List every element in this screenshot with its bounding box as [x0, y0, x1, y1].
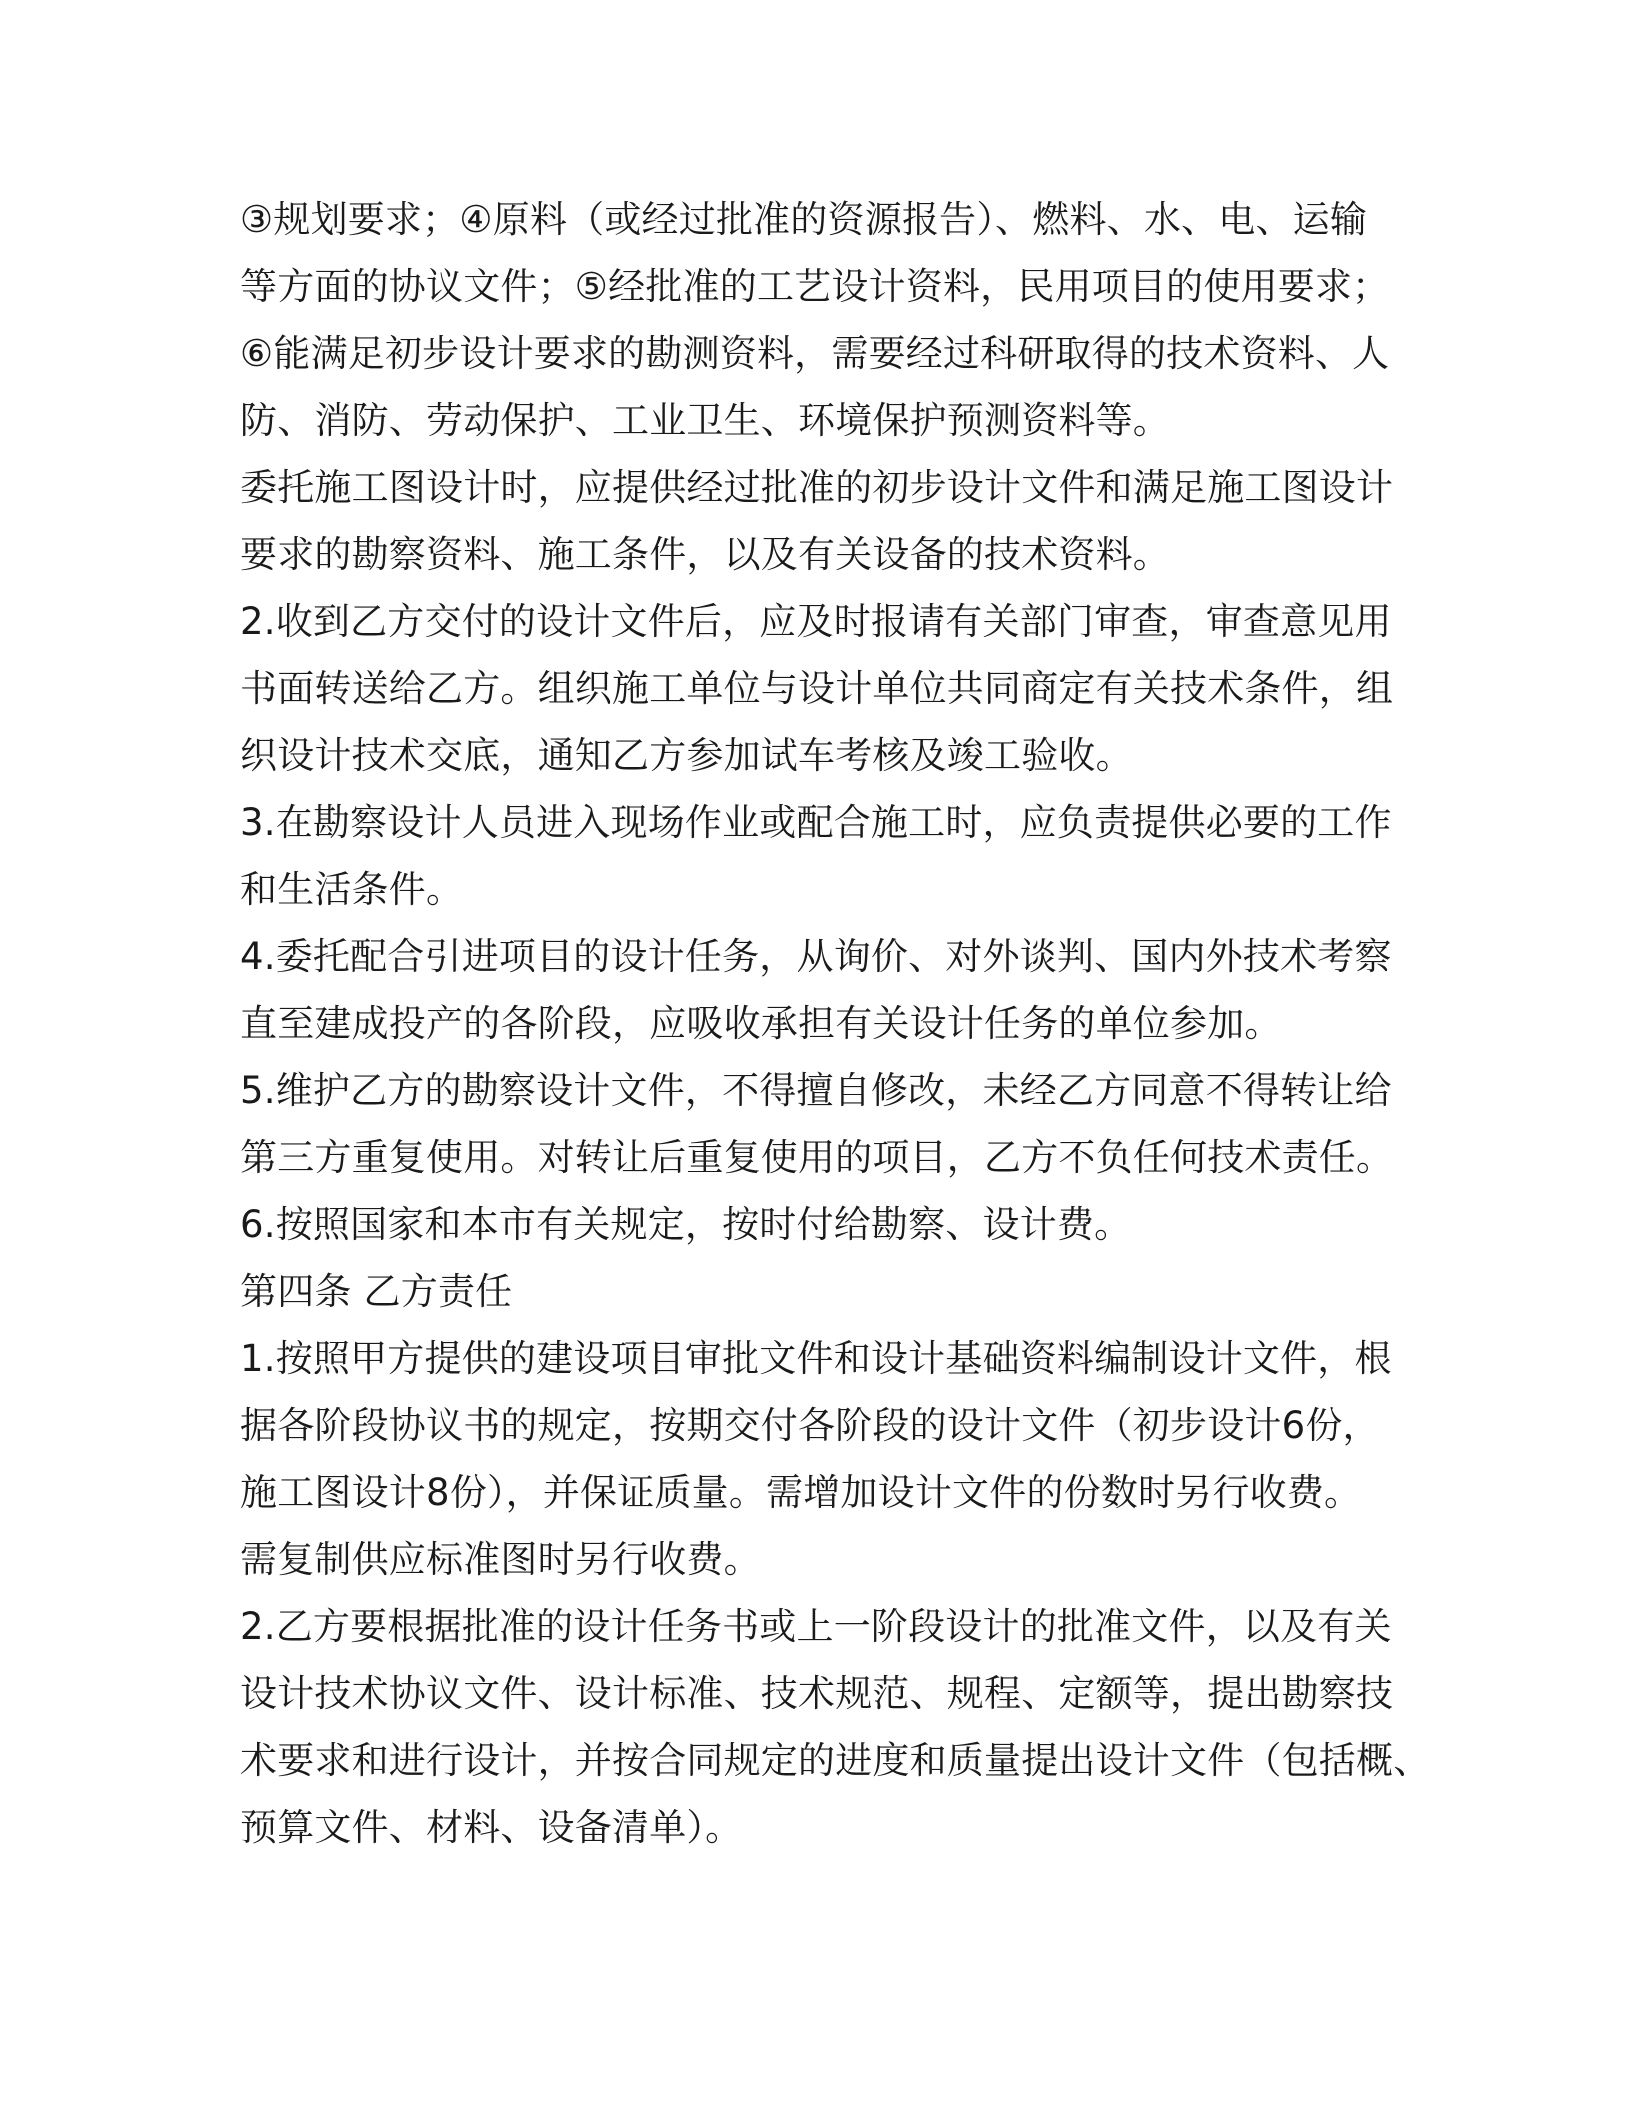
text-line: 4.委托配合引进项目的设计任务，从询价、对外谈判、国内外技术考察 [240, 935, 1392, 978]
text-line: ③规划要求；④原料（或经过批准的资源报告）、燃料、水、电、运输 [240, 198, 1368, 241]
section-heading: 第四条 乙方责任 [240, 1270, 513, 1313]
text-line: 3.在勘察设计人员进入现场作业或配合施工时，应负责提供必要的工作 [240, 801, 1392, 844]
text-line: 需复制供应标准图时另行收费。 [240, 1538, 761, 1581]
text-line: 委托施工图设计时，应提供经过批准的初步设计文件和满足施工图设计 [240, 466, 1394, 509]
text-line: 防、消防、劳动保护、工业卫生、环境保护预测资料等。 [240, 399, 1170, 442]
text-line: 等方面的协议文件；⑤经批准的工艺设计资料，民用项目的使用要求； [240, 265, 1390, 308]
text-line: 要求的勘察资料、施工条件，以及有关设备的技术资料。 [240, 533, 1170, 576]
text-line: 第三方重复使用。对转让后重复使用的项目，乙方不负任何技术责任。 [240, 1136, 1394, 1179]
text-line: 和生活条件。 [240, 868, 464, 911]
text-line: 设计技术协议文件、设计标准、技术规范、规程、定额等，提出勘察技 [240, 1672, 1394, 1715]
text-line: 5.维护乙方的勘察设计文件，不得擅自修改，未经乙方同意不得转让给 [240, 1069, 1392, 1112]
text-line: 据各阶段协议书的规定，按期交付各阶段的设计文件（初步设计6份， [240, 1404, 1380, 1447]
text-line: 6.按照国家和本市有关规定，按时付给勘察、设计费。 [240, 1203, 1132, 1246]
text-line: 织设计技术交底，通知乙方参加试车考核及竣工验收。 [240, 734, 1133, 777]
text-line: 直至建成投产的各阶段，应吸收承担有关设计任务的单位参加。 [240, 1002, 1282, 1045]
document-body [240, 186, 1431, 1861]
text-line: 1.按照甲方提供的建设项目审批文件和设计基础资料编制设计文件，根 [240, 1337, 1392, 1380]
text-line: 预算文件、材料、设备清单）。 [240, 1806, 743, 1849]
text-line: 术要求和进行设计，并按合同规定的进度和质量提出设计文件（包括概、 [240, 1739, 1431, 1782]
text-line: 2.乙方要根据批准的设计任务书或上一阶段设计的批准文件，以及有关 [240, 1605, 1392, 1648]
text-line: 2.收到乙方交付的设计文件后，应及时报请有关部门审查，审查意见用 [240, 600, 1392, 643]
text-line: 施工图设计8份），并保证质量。需增加设计文件的份数时另行收费。 [240, 1471, 1362, 1514]
text-line: ⑥能满足初步设计要求的勘测资料，需要经过科研取得的技术资料、人 [240, 332, 1390, 375]
text-line: 书面转送给乙方。组织施工单位与设计单位共同商定有关技术条件，组 [240, 667, 1394, 710]
